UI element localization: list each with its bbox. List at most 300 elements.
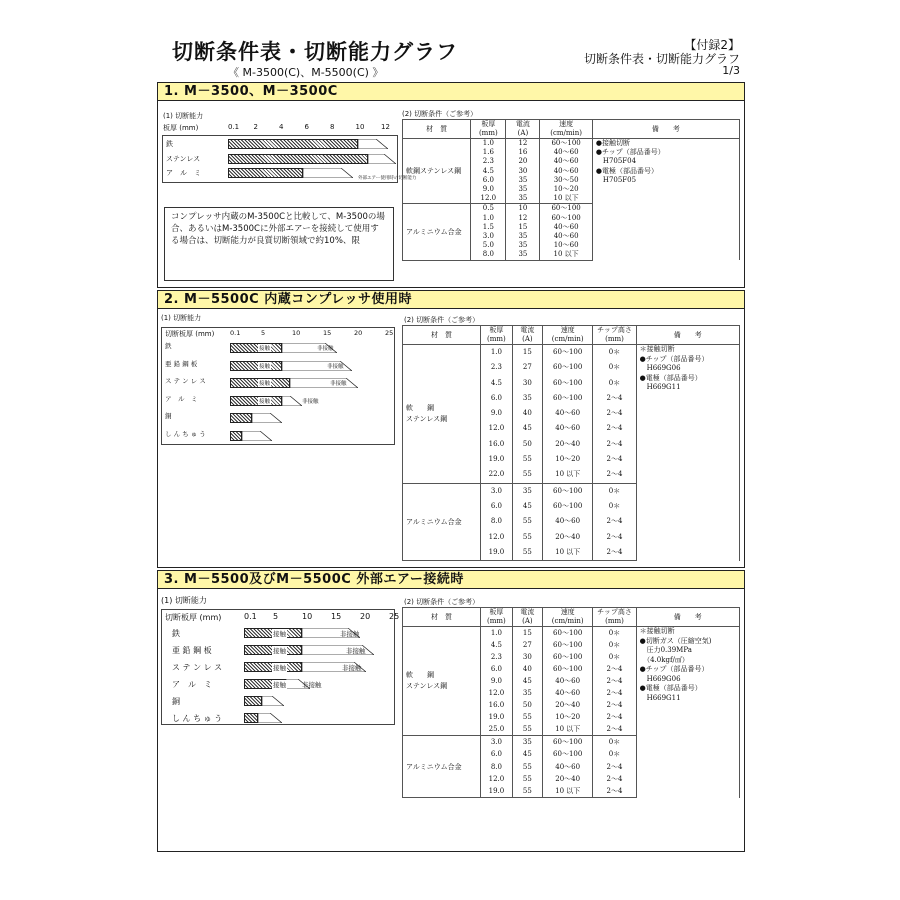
remarks-cell-value: 圧力0.39MPa xyxy=(639,646,692,654)
s2-capability-label: (1) 切断能力 xyxy=(161,314,202,322)
thickness-cell-value: 8.0 xyxy=(490,517,502,526)
current-cell xyxy=(506,139,540,204)
capability-bar xyxy=(244,696,262,706)
speed-cell xyxy=(540,139,592,204)
tick-label: 5 xyxy=(261,329,266,337)
tip-height-cell-value: 2～4 xyxy=(606,762,623,771)
current-cell-value: 55 xyxy=(522,547,532,556)
tick-label: 25 xyxy=(389,612,400,621)
material-header: 材 質 xyxy=(403,326,481,345)
thickness-cell-value: 12.0 xyxy=(488,774,505,783)
thickness-cell-value: 6.0 xyxy=(490,501,502,510)
noncontact-label: 非接触 xyxy=(342,664,362,672)
current-cell-value: 35 xyxy=(522,738,532,746)
speed-cell-value: 60～100 xyxy=(551,139,581,147)
capability-bar xyxy=(230,343,282,353)
thickness-cell-value: 3.0 xyxy=(490,486,502,495)
current-cell-value: 12 xyxy=(518,139,528,147)
thickness-cell-value: 3.0 xyxy=(482,232,494,241)
tick-label: 8 xyxy=(330,123,335,131)
tip-height-cell-value: 2～4 xyxy=(606,677,623,685)
tip-height-cell-value: 0＊ xyxy=(608,641,621,649)
page-number: 1/3 xyxy=(722,64,740,77)
s1-ext-note: 外部エアー使用時の切断能力 xyxy=(358,176,417,181)
tip-height-cell-value: 2～4 xyxy=(606,701,623,709)
thickness-cell-value: 1.5 xyxy=(482,222,494,231)
remarks-cell-value: H669G06 xyxy=(639,674,681,683)
noncontact-range xyxy=(282,396,302,406)
material-cell: 軟鋼ステンレス鋼 xyxy=(403,139,471,204)
tip-height-cell-value: 2～4 xyxy=(606,424,623,433)
thickness-cell-value: 12.0 xyxy=(488,532,505,541)
tip-height-header: チップ高さ (mm) xyxy=(593,608,636,627)
speed-cell-value: 40～60 xyxy=(555,689,581,697)
speed-header: 速度 (cm/min) xyxy=(540,120,592,139)
current-cell-value: 55 xyxy=(522,470,532,479)
noncontact-label: 非接触 xyxy=(330,381,347,387)
noncontact-range xyxy=(358,139,388,149)
tip-height-cell-value: 2～4 xyxy=(606,774,623,783)
section-2-title: 2. M－5500C 内蔵コンプレッサ使用時 xyxy=(158,291,744,309)
speed-cell-value: 20～40 xyxy=(555,701,581,709)
row-label: 亜 鉛 鋼 板 xyxy=(172,646,212,655)
appendix-label: 【付録2】 xyxy=(684,38,740,52)
tip-height-cell-value: 2～4 xyxy=(606,470,623,479)
noncontact-range xyxy=(252,413,282,423)
remarks-cell-value: ●電極（部品番号） xyxy=(595,166,658,175)
s3-thickness-label: 切断板厚 (mm) xyxy=(165,613,222,622)
tick-label: 12 xyxy=(381,123,390,131)
speed-cell-value: 40～60 xyxy=(555,424,581,433)
speed-cell-value: 30～50 xyxy=(553,175,579,184)
tip-height-cell-value: 0＊ xyxy=(608,738,621,746)
thickness-header: 板厚 (mm) xyxy=(481,326,513,345)
current-cell-value: 35 xyxy=(518,241,528,250)
remarks-cell xyxy=(636,345,739,561)
row-label: 亜 鉛 鋼 板 xyxy=(165,359,198,368)
speed-cell-value: 60～100 xyxy=(553,348,583,356)
speed-cell-value: 20～40 xyxy=(555,774,581,783)
speed-cell-value: 60～100 xyxy=(553,629,583,637)
tick-label: 0.1 xyxy=(228,123,240,131)
speed-cell-value: 10 以下 xyxy=(555,547,581,556)
current-cell-value: 35 xyxy=(522,689,532,697)
current-cell-value: 55 xyxy=(522,725,532,733)
thickness-cell xyxy=(481,736,513,798)
speed-cell-value: 60～100 xyxy=(553,653,583,661)
noncontact-label: 非接触 xyxy=(317,346,334,352)
speed-cell-value: 10 以下 xyxy=(555,787,581,796)
remarks-cell xyxy=(592,139,739,261)
current-cell-value: 12 xyxy=(518,213,528,222)
tip-height-cell-value: 2～4 xyxy=(606,725,623,733)
tick-label: 20 xyxy=(354,329,363,337)
material-header: 材 質 xyxy=(403,120,471,139)
remarks-cell-value: ＊接触切断 xyxy=(639,627,675,635)
current-cell-value: 30 xyxy=(522,653,532,661)
thickness-cell xyxy=(471,204,506,260)
remarks-cell-value: ●切断ガス（圧縮空気) xyxy=(639,636,712,645)
remarks-cell-value: H705F04 xyxy=(595,157,637,166)
tick-label: 10 xyxy=(292,329,301,337)
current-cell-value: 15 xyxy=(522,629,532,637)
tip-height-cell-value: 0＊ xyxy=(608,363,621,372)
speed-cell-value: 10 以下 xyxy=(553,194,579,203)
current-header: 電流 (A) xyxy=(512,326,542,345)
thickness-cell-value: 19.0 xyxy=(488,713,505,721)
tip-height-cell-value: 2～4 xyxy=(606,787,623,796)
thickness-cell-value: 9.0 xyxy=(490,677,502,685)
speed-cell-value: 40～60 xyxy=(553,166,579,175)
s2-cond-label: (2) 切断条件（ご参考） xyxy=(404,316,480,324)
speed-cell-value: 40～60 xyxy=(553,148,579,157)
current-cell-value: 15 xyxy=(518,222,528,231)
capability-bar xyxy=(230,361,282,371)
thickness-cell-value: 9.0 xyxy=(490,409,502,418)
s3-capability-label: (1) 切断能力 xyxy=(161,596,207,605)
tip-height-cell xyxy=(593,345,636,484)
noncontact-range xyxy=(290,378,358,388)
noncontact-range xyxy=(368,154,396,164)
speed-cell xyxy=(542,483,592,560)
thickness-cell-value: 16.0 xyxy=(488,439,505,448)
tip-height-cell-value: 2～4 xyxy=(606,455,623,464)
capability-bar xyxy=(228,139,358,149)
contact-label: 接触 xyxy=(273,630,286,638)
material-cell xyxy=(403,627,481,736)
material-cell-line: 軟 鋼 xyxy=(406,403,434,412)
speed-cell xyxy=(540,204,592,260)
speed-cell-value: 10 以下 xyxy=(555,470,581,479)
thickness-cell-value: 2.3 xyxy=(482,157,494,166)
s1-note-box: コンプレッサ内蔵のM-3500Cと比較して、M-3500の場合、あるいはM-3500Cに外部エアーを接続して使用する場合は、切断能力が良質切断領域で約10%、限 xyxy=(164,207,394,281)
speed-cell-value: 60～100 xyxy=(551,213,581,222)
current-cell xyxy=(512,345,542,484)
capability-bar xyxy=(228,154,368,164)
thickness-cell-value: 1.0 xyxy=(482,213,494,222)
current-cell-value: 45 xyxy=(522,677,532,685)
s1-capability-label: (1) 切断能力 xyxy=(163,112,204,120)
thickness-cell-value: 4.5 xyxy=(490,641,502,649)
tip-height-cell-value: 0＊ xyxy=(608,501,621,510)
thickness-cell-value: 8.0 xyxy=(490,762,502,771)
tick-label: 6 xyxy=(304,123,309,131)
tick-label: 0.1 xyxy=(230,329,241,337)
thickness-cell-value: 2.3 xyxy=(490,363,502,372)
remarks-cell-value: H669G11 xyxy=(639,383,681,391)
thickness-cell-value: 5.0 xyxy=(482,241,494,250)
speed-header: 速度 (cm/min) xyxy=(542,608,592,627)
speed-cell xyxy=(542,345,592,484)
tip-height-cell-value: 2～4 xyxy=(606,393,623,402)
current-cell-value: 27 xyxy=(522,363,532,372)
tip-height-cell-value: 2～4 xyxy=(606,409,623,418)
thickness-cell-value: 9.0 xyxy=(482,185,494,194)
contact-label: 接触 xyxy=(259,381,271,387)
material-cell xyxy=(403,345,481,484)
current-cell-value: 55 xyxy=(522,532,532,541)
remarks-cell-value: ●チップ（部品番号） xyxy=(639,354,709,363)
s3-cond-label: (2) 切断条件（ご参考） xyxy=(404,598,480,606)
tip-height-cell-value: 2～4 xyxy=(606,713,623,721)
speed-cell-value: 10 以下 xyxy=(555,725,581,733)
row-label: ア ル ミ xyxy=(165,394,198,403)
capability-bar xyxy=(228,168,303,178)
row-label: 鉄 xyxy=(166,140,173,148)
current-cell-value: 35 xyxy=(522,393,532,402)
s3-cond-table xyxy=(402,607,740,798)
tip-height-cell-value: 2～4 xyxy=(606,547,623,556)
current-cell xyxy=(506,204,540,260)
current-cell-value: 15 xyxy=(522,348,532,356)
speed-cell-value: 60～100 xyxy=(551,204,581,213)
speed-cell-value: 20～40 xyxy=(555,439,581,448)
tick-label: 4 xyxy=(279,123,284,131)
remarks-cell xyxy=(636,627,739,798)
tip-height-cell-value: 2～4 xyxy=(606,532,623,541)
thickness-cell-value: 2.3 xyxy=(490,653,502,661)
tip-height-cell-value: 2～4 xyxy=(606,689,623,697)
current-cell-value: 35 xyxy=(518,185,528,194)
speed-cell-value: 60～100 xyxy=(553,750,583,759)
thickness-cell-value: 12.0 xyxy=(488,689,505,697)
current-cell xyxy=(512,627,542,736)
thickness-cell-value: 1.0 xyxy=(490,348,502,356)
remarks-cell-value: ●チップ（部品番号） xyxy=(639,665,709,673)
s1-thickness-label: 板厚 (mm) xyxy=(163,124,199,132)
remarks-cell-value: H669G06 xyxy=(639,364,681,372)
remarks-header: 備 考 xyxy=(636,608,739,627)
current-cell-value: 35 xyxy=(518,250,528,259)
speed-cell-value: 60～100 xyxy=(553,486,583,495)
current-cell-value: 40 xyxy=(522,665,532,673)
remarks-cell-value: ●電極（部品番号） xyxy=(639,373,702,382)
current-cell-value: 50 xyxy=(522,439,532,448)
tick-label: 15 xyxy=(323,329,332,337)
speed-cell-value: 60～100 xyxy=(553,378,583,387)
thickness-cell-value: 4.5 xyxy=(490,378,502,387)
thickness-cell xyxy=(471,139,506,204)
thickness-cell-value: 6.0 xyxy=(490,750,502,759)
material-cell-line: ステンレス鋼 xyxy=(406,414,448,423)
current-cell-value: 55 xyxy=(522,455,532,464)
contact-label: 接触 xyxy=(273,647,286,655)
speed-cell-value: 40～60 xyxy=(555,517,581,526)
tick-label: 2 xyxy=(253,123,258,131)
thickness-cell-value: 1.6 xyxy=(482,148,494,157)
speed-cell-value: 60～100 xyxy=(553,641,583,649)
speed-cell-value: 20～40 xyxy=(555,532,581,541)
remarks-cell-value: H669G11 xyxy=(639,693,681,702)
current-cell-value: 55 xyxy=(522,774,532,783)
speed-cell-value: 10～20 xyxy=(555,713,581,721)
contact-label: 接触 xyxy=(259,346,271,352)
thickness-cell-value: 16.0 xyxy=(488,701,505,709)
current-cell xyxy=(512,736,542,798)
current-cell-value: 50 xyxy=(522,701,532,709)
tip-height-cell-value: 0＊ xyxy=(608,348,621,356)
speed-cell-value: 10 以下 xyxy=(553,250,579,259)
thickness-cell-value: 8.0 xyxy=(482,250,494,259)
contact-label: 接触 xyxy=(259,398,271,405)
capability-bar xyxy=(230,396,282,406)
page-title: 切断条件表・切断能力グラフ xyxy=(172,40,458,64)
tick-label: 10 xyxy=(355,123,365,131)
current-cell-value: 20 xyxy=(518,157,528,166)
tick-label: 5 xyxy=(273,612,279,621)
tip-height-cell-value: 0＊ xyxy=(608,629,621,637)
capability-bar xyxy=(230,431,242,441)
tick-label: 20 xyxy=(360,612,371,621)
material-cell: アルミニウム合金 xyxy=(403,204,471,260)
remarks-cell-value: ●電極（部品番号） xyxy=(639,684,702,692)
section-3-title: 3. M－5500及びM－5500C 外部エアー接続時 xyxy=(158,571,744,589)
current-cell-value: 30 xyxy=(518,166,528,175)
current-cell-value: 35 xyxy=(518,175,528,184)
contact-label: 接触 xyxy=(273,681,286,689)
noncontact-label: 非接触 xyxy=(346,647,366,655)
current-cell-value: 30 xyxy=(522,378,532,387)
speed-cell-value: 60～100 xyxy=(553,501,583,510)
current-cell-value: 40 xyxy=(522,409,532,418)
thickness-cell-value: 19.0 xyxy=(488,547,505,556)
current-cell-value: 35 xyxy=(518,194,528,203)
current-cell-value: 55 xyxy=(522,762,532,771)
thickness-header: 板厚 (mm) xyxy=(471,120,506,139)
tip-height-cell xyxy=(593,736,636,798)
section-1-title: 1. M－3500、M－3500C xyxy=(158,83,744,101)
thickness-cell-value: 1.0 xyxy=(482,139,494,147)
remarks-header: 備 考 xyxy=(592,120,739,139)
speed-cell xyxy=(542,627,592,736)
current-cell-value: 45 xyxy=(522,501,532,510)
tick-label: 10 xyxy=(302,612,313,621)
noncontact-range xyxy=(258,713,282,723)
speed-cell-value: 60～100 xyxy=(553,738,583,746)
thickness-header: 板厚 (mm) xyxy=(481,608,513,627)
speed-cell-value: 40～60 xyxy=(553,157,579,166)
thickness-cell xyxy=(481,345,513,484)
thickness-cell-value: 19.0 xyxy=(488,455,505,464)
speed-cell xyxy=(542,736,592,798)
speed-cell-value: 40～60 xyxy=(555,677,581,685)
row-label: し ん ち ゅ う xyxy=(172,714,223,723)
current-cell xyxy=(512,483,542,560)
s1-cond-label: (2) 切断条件（ご参考） xyxy=(402,110,478,118)
tip-height-cell xyxy=(593,483,636,560)
current-cell-value: 55 xyxy=(522,713,532,721)
noncontact-range xyxy=(262,696,284,706)
thickness-cell-value: 4.5 xyxy=(482,166,494,175)
noncontact-range xyxy=(242,431,272,441)
speed-header: 速度 (cm/min) xyxy=(542,326,592,345)
section-2 xyxy=(157,290,745,568)
s2-thickness-label: 切断板厚 (mm) xyxy=(165,330,215,338)
right-title: 切断条件表・切断能力グラフ xyxy=(583,52,740,66)
material-cell-line: ステンレス鋼 xyxy=(406,682,448,690)
remarks-cell-value: H705F05 xyxy=(595,175,637,184)
tip-height-cell xyxy=(593,627,636,736)
row-label: 鉄 xyxy=(172,629,180,638)
current-cell-value: 10 xyxy=(518,204,528,213)
remarks-cell-value: ●チップ（部品番号） xyxy=(595,148,665,157)
tip-height-cell-value: 0＊ xyxy=(608,486,621,495)
row-label: ステンレス xyxy=(166,154,201,163)
s1-cond-table xyxy=(402,119,740,261)
thickness-cell-value: 25.0 xyxy=(488,725,505,733)
capability-bar xyxy=(244,713,258,723)
material-cell: アルミニウム合金 xyxy=(403,483,481,560)
section-1 xyxy=(157,82,745,288)
current-cell-value: 45 xyxy=(522,424,532,433)
remarks-cell-value: （4.0kgf/㎠） xyxy=(639,655,689,664)
thickness-cell-value: 6.0 xyxy=(490,665,502,673)
tip-height-cell-value: 0＊ xyxy=(608,750,621,759)
thickness-cell-value: 22.0 xyxy=(488,470,505,479)
thickness-cell xyxy=(481,627,513,736)
row-label: 銅 xyxy=(165,412,172,420)
current-cell-value: 55 xyxy=(522,517,532,526)
speed-cell-value: 60～100 xyxy=(553,393,583,402)
tip-height-cell-value: 0＊ xyxy=(608,378,621,387)
tip-height-cell-value: 2～4 xyxy=(606,439,623,448)
material-cell: アルミニウム合金 xyxy=(403,736,481,798)
noncontact-range xyxy=(303,168,353,178)
thickness-cell-value: 12.0 xyxy=(480,194,497,203)
tick-label: 25 xyxy=(385,329,394,337)
speed-cell-value: 10～20 xyxy=(555,455,581,464)
thickness-cell-value: 19.0 xyxy=(488,787,505,796)
current-cell-value: 16 xyxy=(518,148,528,157)
thickness-cell-value: 1.0 xyxy=(490,629,502,637)
speed-cell-value: 60～100 xyxy=(553,363,583,372)
tip-height-cell-value: 2～4 xyxy=(606,665,623,673)
row-label: し ん ち ゅ う xyxy=(165,429,206,438)
thickness-cell-value: 12.0 xyxy=(488,424,505,433)
section-3 xyxy=(157,570,745,852)
row-label: 銅 xyxy=(172,697,180,706)
current-cell-value: 55 xyxy=(522,787,532,796)
tick-label: 0.1 xyxy=(244,612,257,621)
tick-label: 15 xyxy=(331,612,342,621)
row-label: 鉄 xyxy=(165,342,172,350)
speed-cell-value: 60～100 xyxy=(553,665,583,673)
contact-label: 接触 xyxy=(273,664,286,672)
tip-height-cell-value: 0＊ xyxy=(608,653,621,661)
speed-cell-value: 40～60 xyxy=(553,222,579,231)
contact-label: 接触 xyxy=(259,363,271,370)
remarks-cell-value: ●接触切断 xyxy=(595,139,630,147)
speed-cell-value: 10～60 xyxy=(553,241,579,250)
current-header: 電流 (A) xyxy=(512,608,542,627)
current-cell-value: 35 xyxy=(522,486,532,495)
current-cell-value: 45 xyxy=(522,750,532,759)
tip-height-cell-value: 2～4 xyxy=(606,517,623,526)
material-cell-line: 軟 鋼 xyxy=(406,671,434,679)
thickness-cell-value: 6.0 xyxy=(490,393,502,402)
row-label: ス テ ン レ ス xyxy=(172,663,223,672)
capability-bar xyxy=(230,413,252,423)
row-label: ア ル ミ xyxy=(172,680,212,689)
material-header: 材 質 xyxy=(403,608,481,627)
current-cell-value: 27 xyxy=(522,641,532,649)
thickness-cell-value: 6.0 xyxy=(482,175,494,184)
thickness-cell-value: 0.5 xyxy=(482,204,494,213)
thickness-cell-value: 3.0 xyxy=(490,738,502,746)
remarks-header: 備 考 xyxy=(636,326,739,345)
speed-cell-value: 40～60 xyxy=(555,762,581,771)
current-header: 電流 (A) xyxy=(506,120,540,139)
